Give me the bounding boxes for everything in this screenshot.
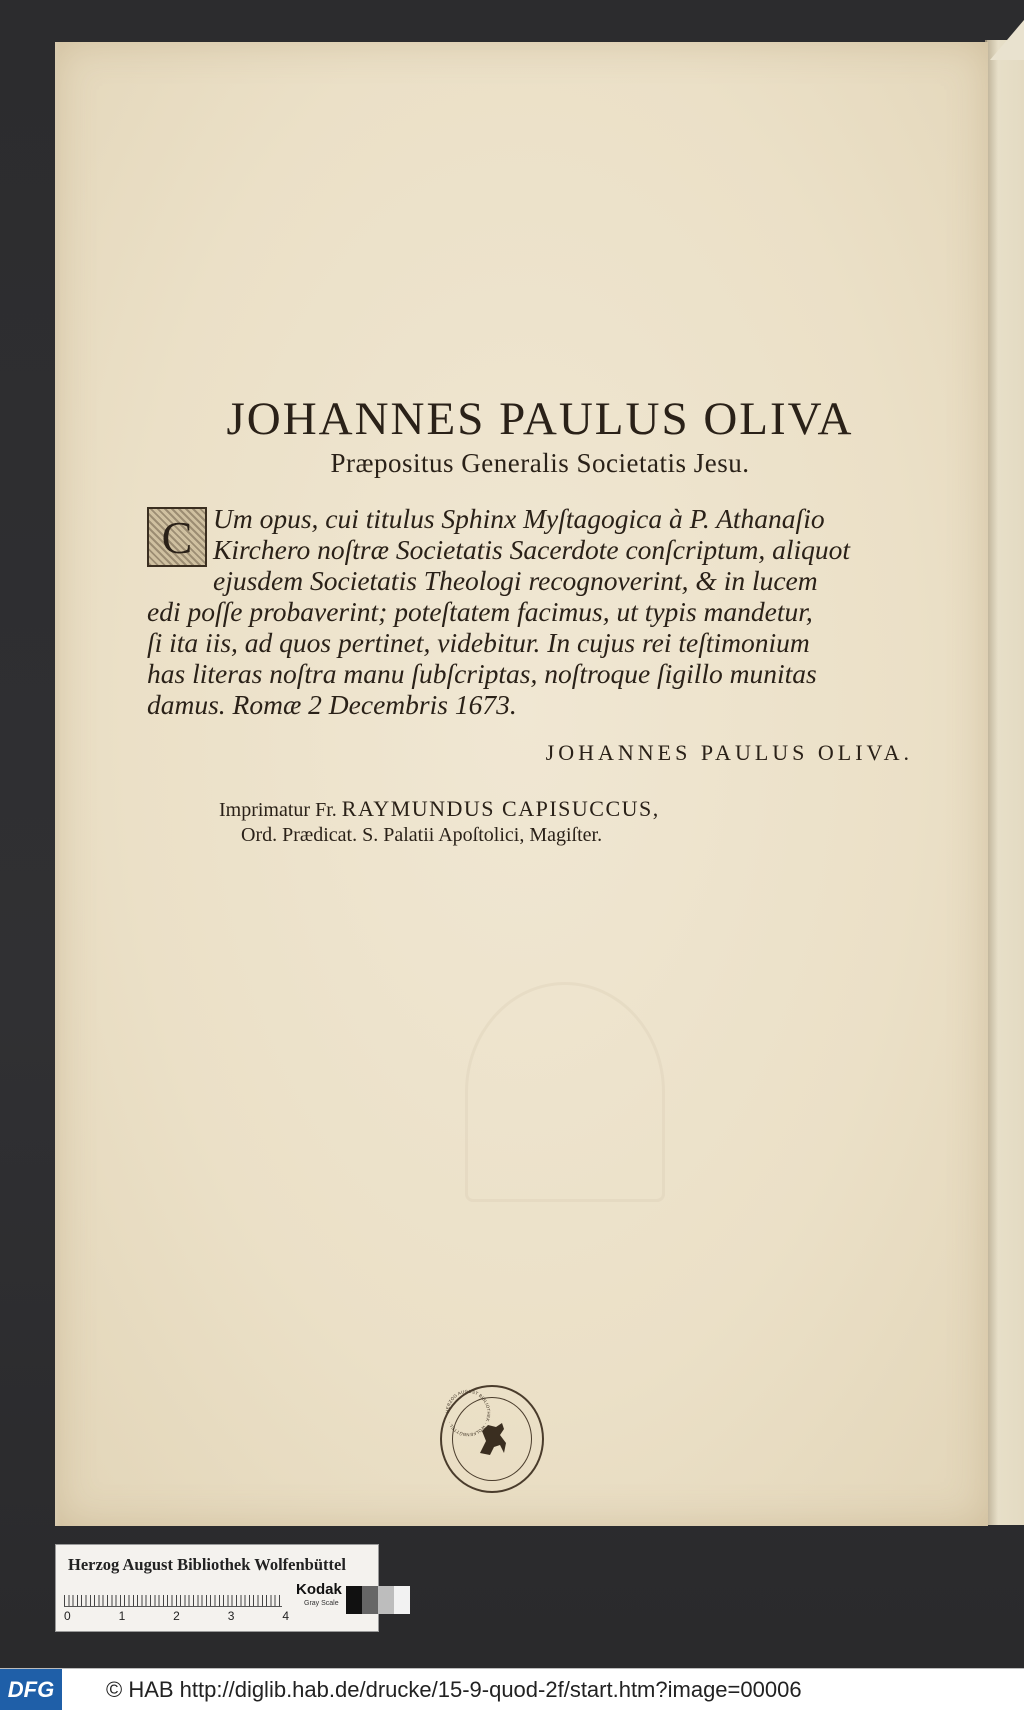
page-subtitle: Præpositus Generalis Societatis Jesu. [330, 448, 750, 478]
credit-link[interactable]: © HAB http://diglib.hab.de/drucke/15-9-quod-2f/start.htm?image=00006 [106, 1676, 802, 1702]
imprimatur-line-1 [219, 796, 933, 823]
library-stamp [440, 1385, 544, 1493]
body-line: has literas noſtra manu ſubſcriptas, noſtroque ſigillo munitas [147, 658, 817, 689]
license-paragraph [147, 503, 933, 720]
card-title: Herzog August Bibliothek Wolfenbüttel [68, 1555, 346, 1574]
gray-swatch [394, 1586, 410, 1614]
stamp-ring-text [442, 1387, 494, 1439]
signature-line: JOHANNES PAULUS OLIVA. [545, 740, 913, 765]
body-line: ejusdem Societatis Theologi recognoverint, & in lucem [213, 565, 818, 596]
dfg-logo: DFG [0, 1669, 62, 1710]
ruler-number: 4 [282, 1609, 289, 1623]
grayscale-label: Gray Scale [304, 1600, 339, 1607]
license-text-block [147, 392, 933, 848]
imprimatur-line-2: Ord. Prædicat. S. Palatii Apoſtolici, Magiſter. [241, 824, 603, 846]
decorated-initial: C [147, 507, 207, 567]
viewer-footer [0, 1668, 1024, 1710]
page-title: JOHANNES PAULUS OLIVA [226, 393, 854, 445]
stamp-text: HERZOG AUGUST BIBLIOTHEK · WOLFENBÜTTEL · [444, 1388, 492, 1438]
svg-text:HERZOG AUGUST BIBLIOTHEK · WOL [445, 1389, 492, 1438]
ruler-number: 2 [173, 1609, 180, 1623]
imprimatur-prefix: Imprimatur Fr. [219, 799, 337, 821]
gray-swatch [362, 1586, 378, 1614]
ruler-number: 1 [118, 1609, 126, 1623]
scale-ruler [64, 1587, 282, 1607]
grayscale-swatches [346, 1586, 410, 1614]
imprimatur-name: RAYMUNDUS CAPISUCCUS, [341, 796, 660, 821]
gray-swatch [346, 1586, 362, 1614]
ruler-numbers [64, 1609, 289, 1623]
show-through-emblem [465, 982, 665, 1202]
body-line: Kirchero noſtræ Societatis Sacerdote conſcriptum, aliquot [213, 534, 851, 565]
gray-swatch [378, 1586, 394, 1614]
ruler-number: 3 [227, 1609, 235, 1623]
body-line: Um opus, cui titulus Sphinx Myſtagogica à P. Athanaſio [213, 503, 825, 534]
book-page [55, 42, 988, 1526]
colour-calibration-card [55, 1544, 379, 1632]
ruler-number: 0 [64, 1609, 71, 1623]
imprimatur-block [219, 796, 933, 848]
body-line: edi poſſe probaverint; poteſtatem facimus, ut typis mandetur, [147, 596, 813, 627]
kodak-brand: Kodak [296, 1581, 342, 1598]
body-line: damus. Romæ 2 Decembris 1673. [147, 689, 517, 720]
next-page-edge [985, 40, 1024, 1525]
body-line: ſi ita iis, ad quos pertinet, videbitur. In cujus rei teſtimonium [147, 627, 810, 658]
